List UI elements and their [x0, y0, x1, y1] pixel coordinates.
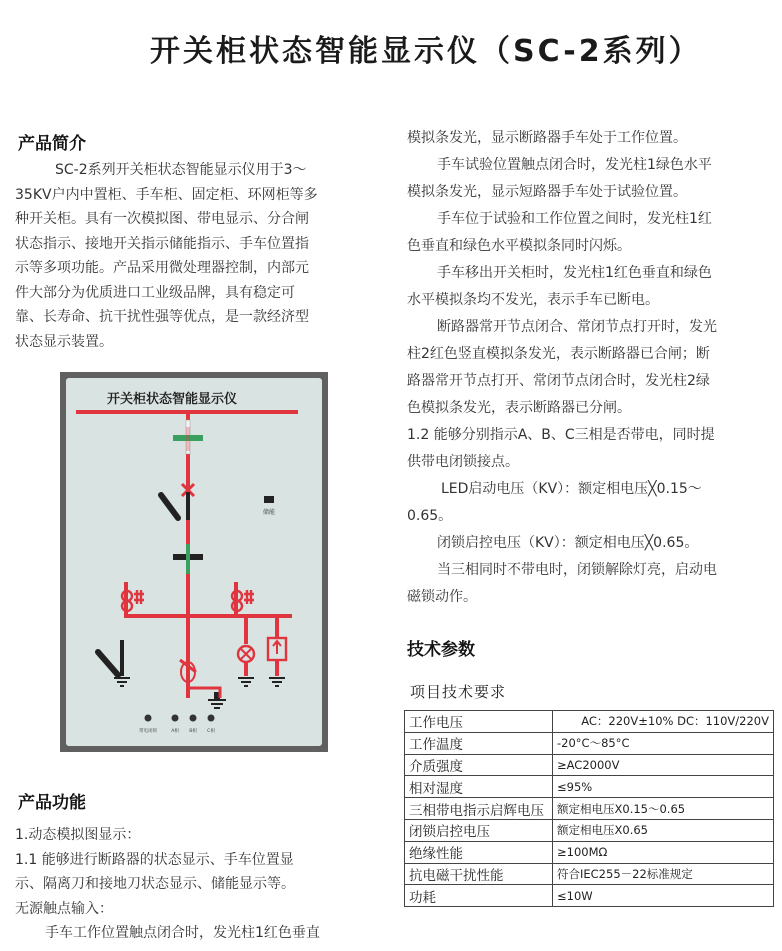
- spec-value: ≥100MΩ: [553, 841, 774, 863]
- right-line: 手车试验位置触点闭合时，发光柱1绿色水平: [437, 157, 712, 173]
- table-row: [405, 863, 774, 885]
- storage-label: 储能: [262, 509, 276, 516]
- intro-text: [15, 158, 375, 354]
- spec-value: 额定相电压X0.65: [553, 819, 774, 841]
- page-title: 开关柜状态智能显示仪（SC-2系列）: [150, 34, 702, 69]
- right-line: 路器常开节点打开、常闭节点闭合时，发光柱2绿: [407, 373, 710, 389]
- spec-item: 绝缘性能: [405, 841, 553, 863]
- right-line: 供带电闭锁接点。: [407, 454, 519, 470]
- specs-heading: 技术参数: [407, 640, 475, 660]
- led-c: [208, 715, 215, 722]
- right-line: 模拟条发光，显示断路器手车处于工作位置。: [407, 130, 687, 146]
- right-line: 当三相同时不带电时，闭锁解除灯亮，启动电: [437, 562, 717, 578]
- spec-item: 相对湿度: [405, 776, 553, 798]
- intro-line: 靠、长寿命、抗干扰性强等优点，是一款经济型: [15, 309, 309, 325]
- spec-value: ≤95%: [553, 776, 774, 798]
- right-line: 1.2 能够分别指示A、B、C三相是否带电，同时提: [407, 427, 715, 443]
- right-column-text: [407, 125, 772, 611]
- spec-value: ≥AC2000V: [553, 754, 774, 776]
- led-a: [172, 715, 179, 722]
- breaker-bar: [186, 492, 190, 520]
- intro-line: 状态指示、接地开关指示储能指示、手车位置指: [15, 235, 309, 252]
- right-line: 水平模拟条均不发光，表示手车已断电。: [407, 292, 659, 308]
- ground-left: [114, 678, 130, 686]
- table-row: [405, 776, 774, 798]
- spec-value: 额定相电压X0.15～0.65: [553, 798, 774, 820]
- spec-value: 符合IEC255－22标准规定: [553, 863, 774, 885]
- right-line: LED启动电压（KV）：额定相电压╳0.15～: [441, 481, 702, 497]
- spec-item: 介质强度: [405, 754, 553, 776]
- spec-value: -20°C～85°C: [553, 732, 774, 754]
- functions-line: 1.1 能够进行断路器的状态显示、手车位置显: [15, 851, 294, 868]
- intro-line: 状态显示装置。: [15, 333, 113, 350]
- table-row: [405, 798, 774, 820]
- functions-text: [15, 823, 377, 946]
- earth-switch-bottom: [98, 652, 118, 675]
- intro-line: 件大部分为优质进口工业级品牌，具有稳定可: [15, 284, 295, 301]
- right-line: 磁锁动作。: [407, 589, 477, 605]
- device-diagram: [60, 372, 328, 752]
- table-row: [405, 819, 774, 841]
- right-line: 手车位于试验和工作位置之间时，发光柱1红: [437, 211, 712, 227]
- intro-heading: 产品简介: [18, 134, 86, 154]
- right-line: 色模拟条发光，表示断路器已分闸。: [407, 400, 631, 416]
- branch-line: [124, 614, 292, 618]
- right-line: 闭锁启控电压（KV）：额定相电压╳0.65。: [437, 535, 699, 551]
- table-row: [405, 885, 774, 907]
- intro-line: 示等多项功能。产品采用微处理器控制，内部元: [15, 260, 309, 276]
- right-line: 色垂直和绿色水平模拟条同时闪烁。: [407, 238, 631, 254]
- led-label-a: A相: [171, 729, 179, 734]
- right-line: 0.65。: [407, 508, 453, 524]
- intro-line: SC-2系列开关柜状态智能显示仪用于3～: [55, 162, 307, 178]
- ground-right: [269, 678, 285, 686]
- spec-value: AC：220V±10% DC：110V/220V: [553, 711, 774, 733]
- device-photo: [60, 372, 328, 752]
- spec-item: 工作电压: [405, 711, 553, 733]
- earth-switch-top: [161, 495, 178, 518]
- specs-subheading: 项目技术要求: [410, 683, 507, 701]
- right-line: 手车移出开关柜时，发光柱1红色垂直和绿色: [437, 265, 712, 281]
- spec-item: 闭锁启控电压: [405, 819, 553, 841]
- spec-item: 三相带电指示启辉电压: [405, 798, 553, 820]
- intro-line: 35KV户内中置柜、手车柜、固定柜、环网柜等多: [15, 186, 318, 203]
- table-row: [405, 732, 774, 754]
- ground-lamp: [238, 678, 254, 686]
- right-line: 模拟条发光，显示短路器手车处于试验位置。: [407, 184, 687, 200]
- led-b: [190, 715, 197, 722]
- specs-table: [404, 710, 774, 907]
- led-label-c: C相: [207, 729, 215, 734]
- spec-value: ≤10W: [553, 885, 774, 907]
- table-row: [405, 754, 774, 776]
- led-label-b: B相: [189, 729, 197, 734]
- functions-line: 手车工作位置触点闭合时，发光柱1红色垂直: [45, 925, 320, 941]
- right-line: 断路器常开节点闭合、常闭节点打开时，发光: [437, 319, 717, 335]
- functions-line: 示、隔离刀和接地刀状态显示、储能显示等。: [15, 876, 295, 892]
- right-line: 柱2红色竖直模拟条发光，表示断路器已合闸；断: [407, 346, 710, 362]
- lower-cross-stem: [186, 544, 190, 574]
- table-row: [405, 841, 774, 863]
- functions-line: 1.动态模拟图显示：: [15, 827, 141, 843]
- spec-item: 工作温度: [405, 732, 553, 754]
- ground-mid: [208, 700, 226, 708]
- table-row: [405, 711, 774, 733]
- led-label-lock: 带电闭锁: [139, 729, 157, 734]
- storage-led: [264, 496, 274, 503]
- functions-line: 无源触点输入：: [15, 900, 113, 917]
- led-lock: [145, 715, 152, 722]
- intro-line: 种开关柜。具有一次模拟图、带电显示、分合闸: [15, 211, 309, 227]
- functions-heading: 产品功能: [18, 793, 86, 813]
- busbar: [76, 410, 298, 414]
- panel-title: 开关柜状态智能显示仪: [106, 392, 238, 407]
- spec-item: 功耗: [405, 885, 553, 907]
- spec-item: 抗电磁干扰性能: [405, 863, 553, 885]
